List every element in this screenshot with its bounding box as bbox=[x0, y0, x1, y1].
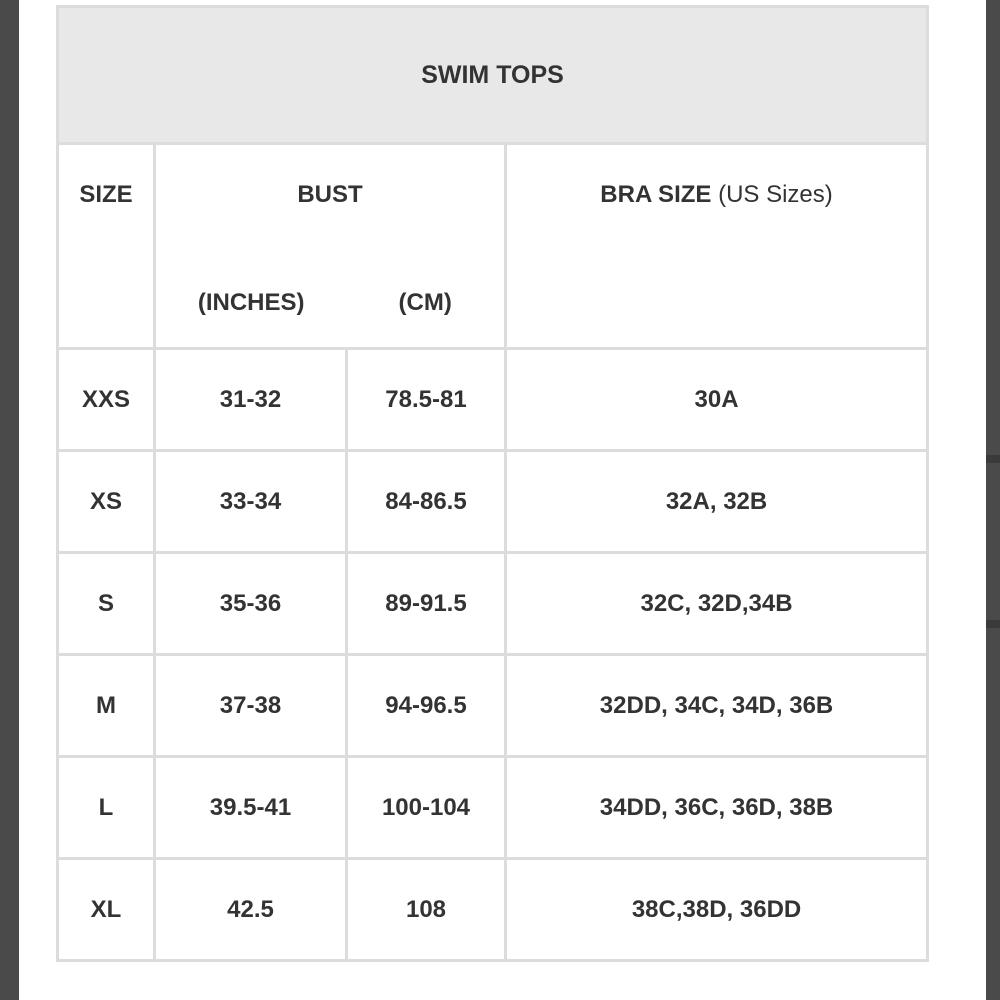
table-row bbox=[58, 553, 928, 655]
cell-inches: 37-38 bbox=[155, 655, 347, 757]
backdrop-divider bbox=[986, 455, 1000, 463]
cell-size: S bbox=[58, 553, 155, 655]
header-bust bbox=[155, 144, 506, 348]
cell-size: M bbox=[58, 655, 155, 757]
cell-size: XS bbox=[58, 451, 155, 553]
cell-cm: 100-104 bbox=[347, 757, 506, 859]
cell-bra: 32A, 32B bbox=[506, 451, 928, 553]
size-chart-modal bbox=[19, 0, 986, 1000]
cell-inches: 31-32 bbox=[155, 349, 347, 451]
backdrop-divider bbox=[986, 620, 1000, 628]
cell-cm: 84-86.5 bbox=[347, 451, 506, 553]
header-bra-size-label: BRA SIZE bbox=[600, 181, 712, 208]
table-row bbox=[58, 451, 928, 553]
cell-cm: 94-96.5 bbox=[347, 655, 506, 757]
header-bust-units bbox=[156, 289, 504, 317]
header-bra-size bbox=[506, 144, 928, 349]
cell-cm: 89-91.5 bbox=[347, 553, 506, 655]
table-row bbox=[58, 859, 928, 961]
size-chart-table bbox=[56, 5, 929, 962]
cell-bra: 32C, 32D,34B bbox=[506, 553, 928, 655]
table-title-row bbox=[58, 7, 928, 144]
cell-inches: 42.5 bbox=[155, 859, 347, 961]
cell-inches: 35-36 bbox=[155, 553, 347, 655]
cell-size: XL bbox=[58, 859, 155, 961]
cell-inches: 39.5-41 bbox=[155, 757, 347, 859]
modal-backdrop-left bbox=[0, 0, 19, 1000]
table-title: SWIM TOPS bbox=[58, 7, 928, 144]
cell-cm: 108 bbox=[347, 859, 506, 961]
table-row bbox=[58, 655, 928, 757]
table-row bbox=[58, 349, 928, 451]
cell-bra: 30A bbox=[506, 349, 928, 451]
table-row bbox=[58, 757, 928, 859]
cell-bra: 38C,38D, 36DD bbox=[506, 859, 928, 961]
cell-inches: 33-34 bbox=[155, 451, 347, 553]
modal-backdrop-right bbox=[986, 0, 1000, 1000]
header-bra-size-note: (US Sizes) bbox=[718, 181, 833, 208]
cell-bra: 32DD, 34C, 34D, 36B bbox=[506, 655, 928, 757]
cell-cm: 78.5-81 bbox=[347, 349, 506, 451]
header-bust-label: BUST bbox=[297, 181, 363, 208]
cell-size: L bbox=[58, 757, 155, 859]
cell-bra: 34DD, 36C, 36D, 38B bbox=[506, 757, 928, 859]
table-header-row bbox=[58, 144, 928, 348]
cell-size: XXS bbox=[58, 349, 155, 451]
header-size: SIZE bbox=[58, 144, 155, 349]
header-bust-inches: (INCHES) bbox=[197, 289, 305, 316]
header-bust-cm: (CM) bbox=[398, 289, 452, 316]
